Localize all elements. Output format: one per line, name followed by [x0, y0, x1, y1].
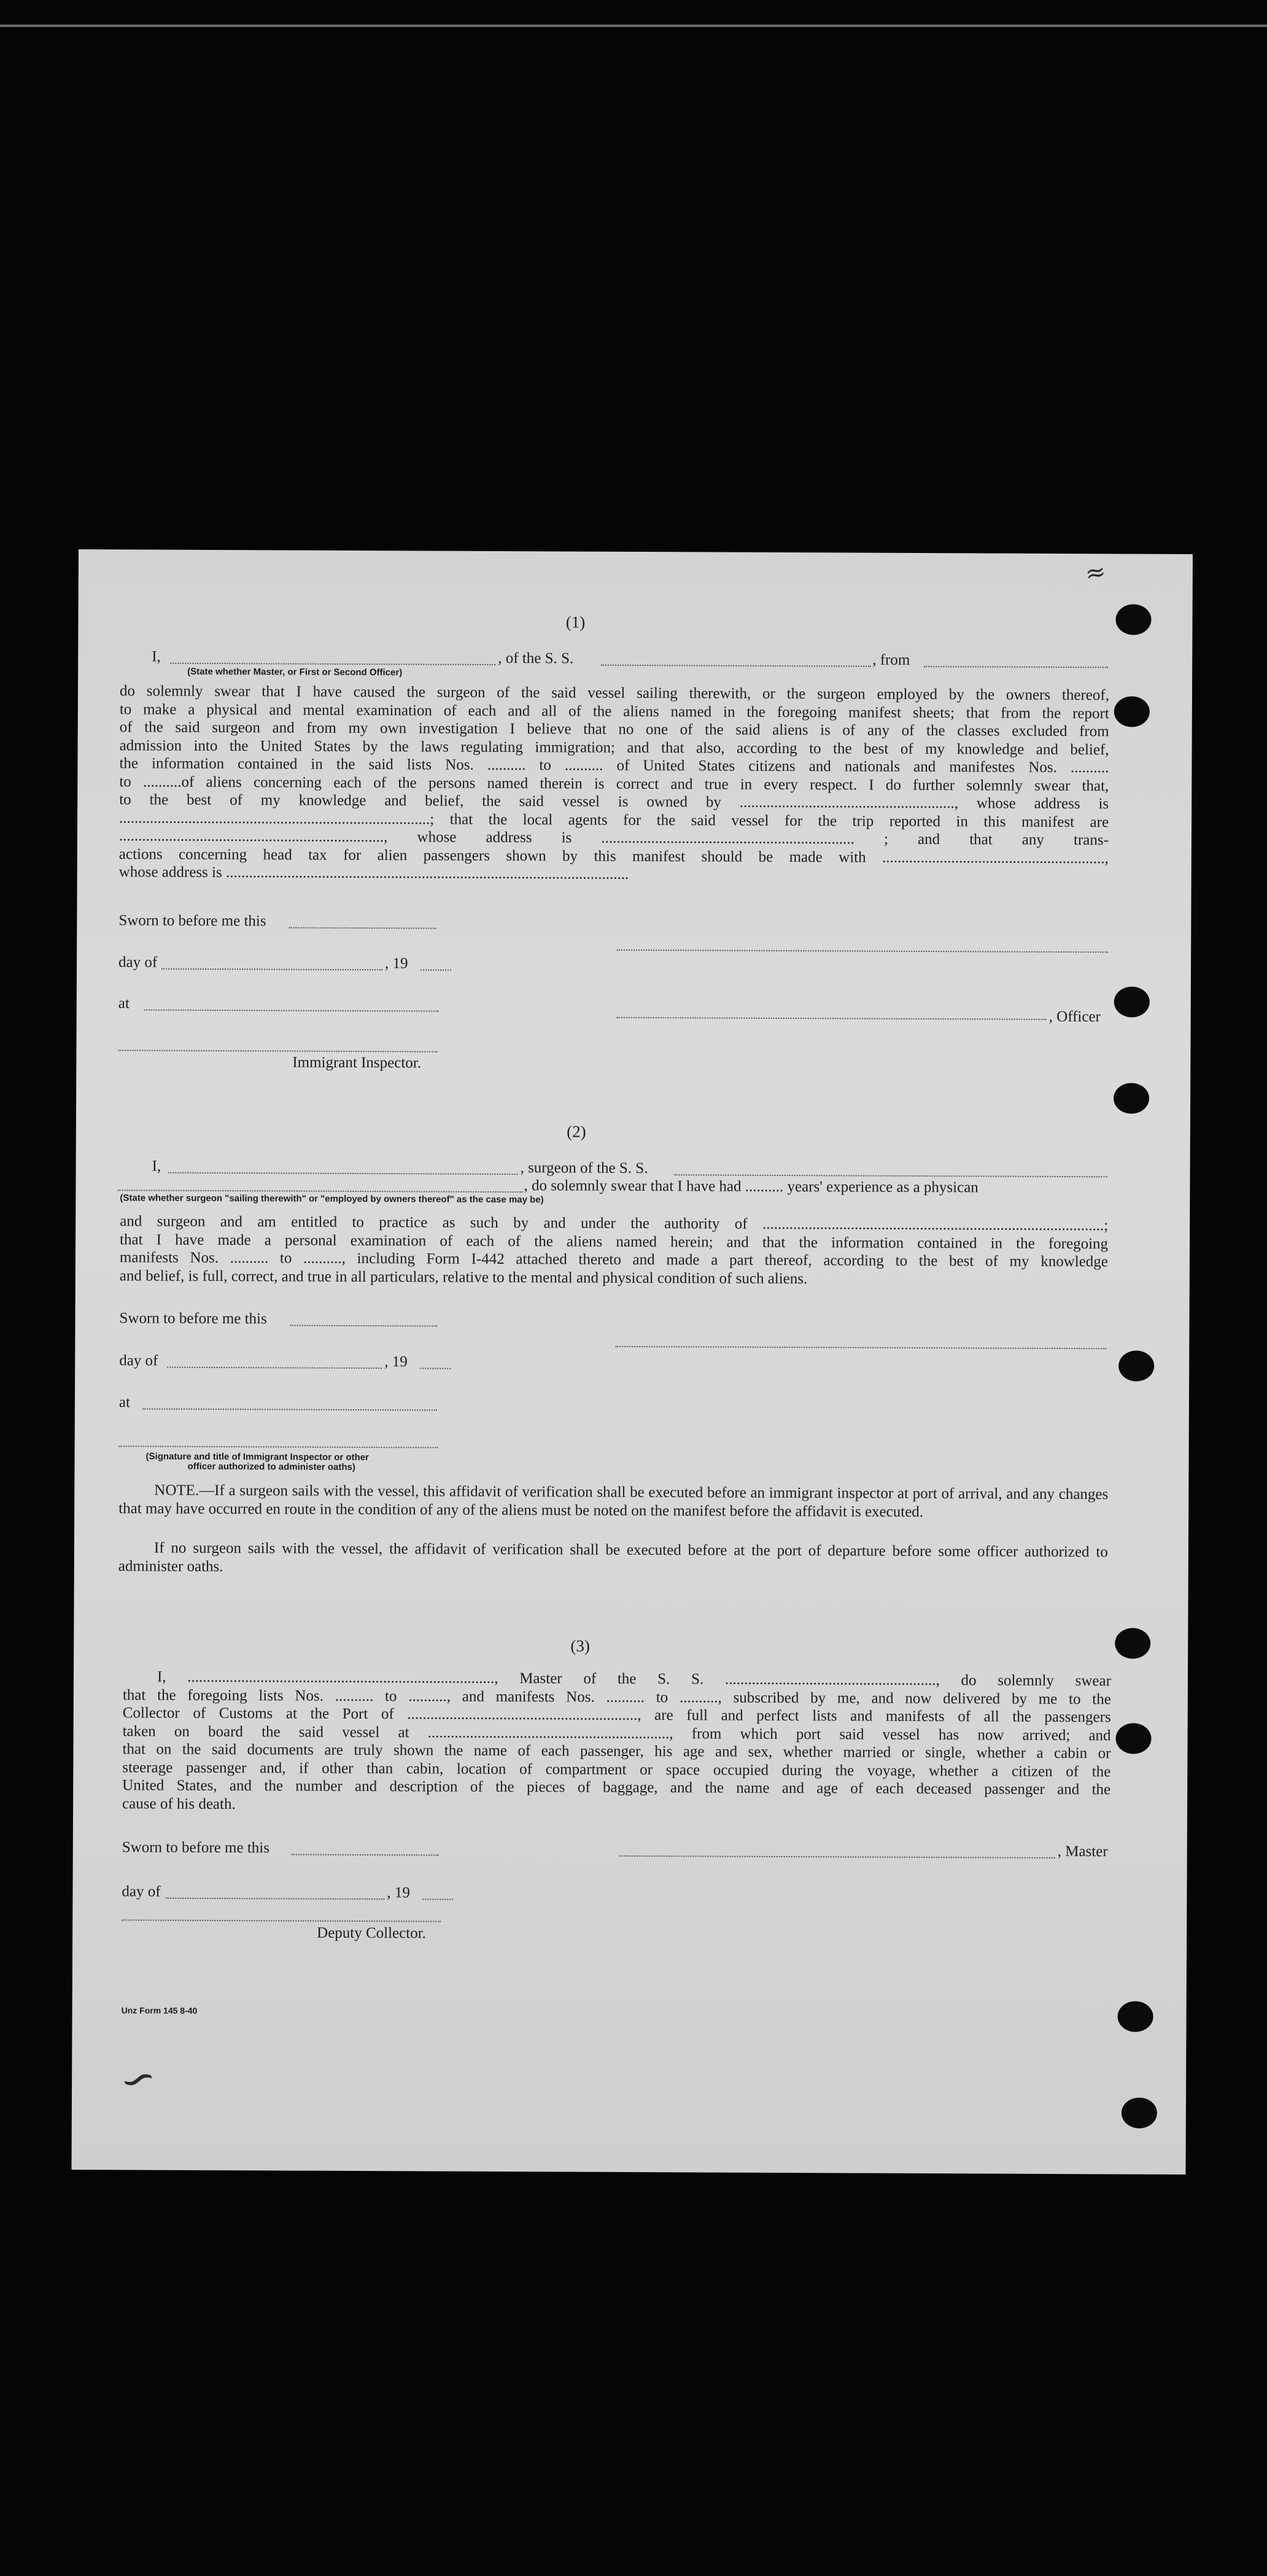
punch-hole	[1117, 2001, 1153, 2032]
s1-para-line: to the best of my knowledge and belief, the said vessel is owned by ........................................................, whose address is	[119, 791, 1109, 813]
s2-at-label: at	[118, 1394, 131, 1411]
s1-para-line: to make a physical and mental examination of each and all of the aliens named in the foregoing manifest sheets; that from the report	[119, 700, 1109, 722]
note-paragraph-2: If no surgeon sails with the vessel, the affidavit of verification shall be executed before at the port of departure before some officer authorized to administer oaths.	[118, 1539, 1108, 1575]
s1-i-label: I,	[152, 648, 161, 665]
s3-master-label: , Master	[1057, 1843, 1108, 1860]
s3-collector-label: Deputy Collector.	[317, 1924, 426, 1942]
s1-from-label: , from	[872, 651, 910, 668]
s3-para-line: Collector of Customs at the Port of ............................................................, are full and perfect lists and manifests of all the passengers	[122, 1704, 1111, 1726]
manifest-page	[71, 549, 1193, 2175]
s1-inspector-blank	[118, 1050, 437, 1052]
s1-sworn-label: Sworn to before me this	[118, 912, 266, 930]
s2-signature-blank	[615, 1346, 1106, 1349]
s3-para-line: United States, and the number and description of the pieces of baggage, and the name and age of each deceased passenger and the	[122, 1777, 1111, 1798]
s2-line2: , do solemnly swear that I have had .......... years' experience as a physican	[524, 1177, 978, 1196]
s3-sworn-blank	[292, 1854, 439, 1856]
s1-para-line: actions concerning head tax for alien passengers shown by this manifest should be made with ..........................................................,	[118, 845, 1109, 867]
s1-para-line: ....................................................................., whose address is .................................................................. ; and that any trans-	[118, 827, 1109, 849]
s2-day-blank	[167, 1367, 382, 1369]
s1-ss-label: , of the S. S.	[498, 649, 574, 667]
s3-day-blank	[166, 1898, 384, 1900]
handwritten-mark: ∽	[112, 2048, 163, 2108]
s2-type-blank	[117, 1189, 522, 1193]
punch-hole	[1115, 1628, 1150, 1658]
punch-hole	[1122, 2097, 1157, 2128]
s3-para-line: cause of his death.	[122, 1795, 236, 1812]
s1-ship-blank	[601, 665, 871, 667]
s2-para-line: and belief, is full, correct, and true in all particulars, relative to the mental and physical condition of such aliens.	[119, 1267, 808, 1287]
s3-master-sig-blank	[619, 1855, 1055, 1859]
s3-year-label: , 19	[387, 1884, 411, 1901]
s2-caption: (State whether surgeon "sailing therewith" or "employed by owners thereof" as the case may be)	[120, 1193, 544, 1205]
s2-sworn-blank	[290, 1325, 437, 1327]
s1-at-blank	[144, 1009, 439, 1011]
s3-para-line: that the foregoing lists Nos. .......... to .........., and manifests Nos. .......... to .........., subscribed by me, and now delivered by me to the	[122, 1686, 1111, 1708]
punch-hole	[1115, 604, 1151, 635]
punch-hole	[1118, 1350, 1154, 1381]
punch-hole	[1114, 1083, 1149, 1113]
s2-sig-caption-1: (Signature and title of Immigrant Inspector or other	[145, 1451, 369, 1463]
s1-paragraph	[119, 682, 1109, 886]
handwritten-corner-mark: ≈	[1083, 557, 1109, 589]
s1-day-label: day of	[118, 954, 158, 971]
s2-i-label: I,	[152, 1158, 161, 1175]
s3-paragraph	[122, 1668, 1111, 1817]
s1-day-blank	[161, 969, 382, 971]
s1-signature-blank	[617, 950, 1108, 953]
s1-at-label: at	[118, 995, 130, 1012]
s2-para-line: that I have made a personal examination of each of the aliens named herein; and that the information contained in the foregoing	[120, 1231, 1109, 1252]
s3-para-line: I, ................................................................................, Master of the S. S. ......................................................., do solemnly swear	[157, 1668, 1112, 1690]
s2-at-blank	[142, 1408, 437, 1410]
s2-sig-caption-2: officer authorized to administer oaths)	[187, 1461, 355, 1472]
section-3-number: (3)	[570, 1636, 591, 1655]
s3-para-line: taken on board the said vessel at ..............................................................., from which port said vessel has now arrived; and	[122, 1722, 1111, 1744]
punch-hole	[1114, 986, 1150, 1017]
s1-officer-sig-blank	[617, 1017, 1047, 1020]
s1-para-line: whose address is .........................................................................................................	[118, 864, 629, 883]
s2-year-label: , 19	[384, 1353, 408, 1371]
s1-sworn-blank	[289, 927, 436, 929]
s3-collector-blank	[122, 1919, 441, 1922]
form-identifier: Unz Form 145 8-40	[121, 2005, 198, 2016]
section-1-number: (1)	[565, 613, 586, 632]
s2-para-line: and surgeon and am entitled to practice as such by and under the authority of .........................................................................................;	[120, 1213, 1109, 1234]
s1-para-line: the information contained in the said lists Nos. .......... to .......... of United States citizens and nationals and manifestes Nos. ..........	[119, 755, 1109, 776]
punch-hole	[1114, 696, 1150, 727]
s1-para-line: of the said surgeon and from my own investigation I believe that no one of the said aliens is of any of the classes excluded from	[119, 719, 1109, 740]
s3-sworn-label: Sworn to before me this	[122, 1839, 270, 1857]
s1-year-blank	[420, 969, 451, 970]
s2-surgeon-blank	[168, 1172, 518, 1175]
s3-day-label: day of	[122, 1883, 161, 1900]
s1-para-line: to ..........of aliens concerning each of the persons named therein is correct and true in every respect. I do further solemnly swear that,	[119, 773, 1109, 794]
s1-from-blank	[924, 666, 1108, 668]
s3-para-line: that on the said documents are truly shown the name of each passenger, his age and sex, whether married or single, whether a cabin or	[122, 1741, 1111, 1762]
top-border-line	[0, 25, 1267, 27]
s2-inspector-blank	[119, 1445, 438, 1448]
note-paragraph-1: NOTE.—If a surgeon sails with the vessel, this affidavit of verification shall be executed before an immigrant inspector at port of arrival, and any changes that may have occurred en route in the condition of any of the aliens must be noted on the manifest before the affidavit is executed.	[118, 1482, 1109, 1520]
s1-officer-blank	[170, 663, 495, 665]
s1-year-label: , 19	[385, 955, 408, 972]
s3-year-blank	[422, 1898, 453, 1900]
s2-year-blank	[420, 1367, 451, 1369]
s2-ship-blank	[675, 1174, 1107, 1177]
s3-para-line: steerage passenger and, if other than cabin, location of compartment or space occupied during the voyage, whether a citizen of the	[122, 1758, 1111, 1780]
s1-para-line: admission into the United States by the laws regulating immigration; and that also, according to the best of my knowledge and belief,	[119, 737, 1109, 758]
s2-day-label: day of	[119, 1352, 158, 1369]
s2-sworn-label: Sworn to before me this	[119, 1310, 267, 1328]
s1-inspector-label: Immigrant Inspector.	[292, 1054, 422, 1072]
punch-hole	[1115, 1723, 1151, 1754]
s1-para-line: .................................................................................; that the local agents for the said vessel for the trip reported in this manifest are	[119, 809, 1109, 830]
s2-paragraph	[120, 1212, 1108, 1289]
s2-ss-label: , surgeon of the S. S.	[520, 1159, 648, 1177]
s1-officer-label: , Officer	[1048, 1008, 1101, 1026]
s1-caption: (State whether Master, or First or Second Officer)	[187, 666, 403, 678]
s2-para-line: manifests Nos. .......... to .........., including Form I-442 attached thereto and made a part thereof, according to the best of my knowledge	[119, 1249, 1109, 1271]
s1-para-line: do solemnly swear that I have caused the surgeon of the said vessel sailing therewith, or the surgeon employed by the owners thereof,	[119, 683, 1110, 704]
section-2-number: (2)	[567, 1122, 586, 1141]
